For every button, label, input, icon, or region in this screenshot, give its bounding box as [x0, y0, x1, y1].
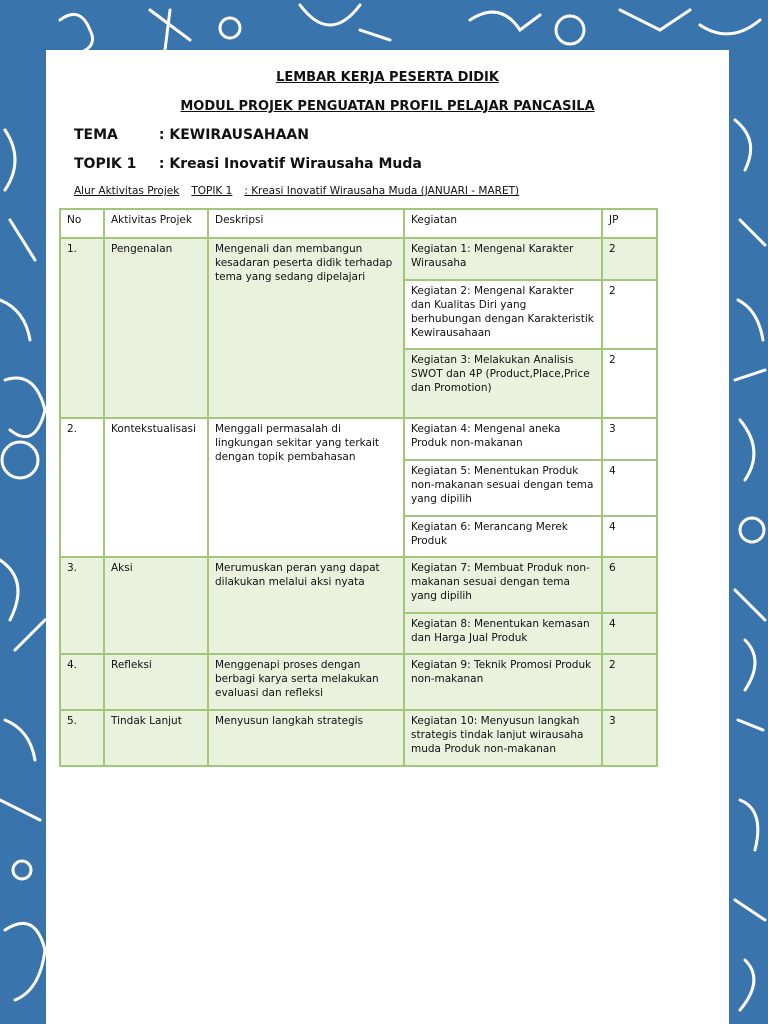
header-activity: Aktivitas Projek [104, 209, 208, 238]
topik-value: : Kreasi Inovatif Wirausaha Muda [158, 156, 422, 172]
activity-name: Aksi [104, 557, 208, 654]
row-number: 2. [60, 418, 104, 557]
tema-label: TEMA [74, 127, 118, 143]
jp-cell: 6 [602, 557, 657, 613]
table-header-row [60, 209, 657, 238]
flow-topic-value: : Kreasi Inovatif Wirausaha Muda (JANUARI - MARET) [244, 185, 520, 197]
table-row [60, 418, 657, 460]
table-row [60, 238, 657, 280]
kegiatan-cell: Kegiatan 5: Menentukan Produk non-makanan sesuai dengan tema yang dipilih [404, 460, 602, 516]
jp-cell: 4 [602, 460, 657, 516]
header-kegiatan: Kegiatan [404, 209, 602, 238]
row-number: 1. [60, 238, 104, 418]
jp-cell: 4 [602, 516, 657, 557]
jp-cell: 2 [602, 349, 657, 418]
activity-description: Merumuskan peran yang dapat dilakukan melalui aksi nyata [208, 557, 404, 654]
table-row [60, 557, 657, 613]
activity-name: Pengenalan [104, 238, 208, 418]
kegiatan-cell: Kegiatan 4: Mengenal aneka Produk non-makanan [404, 418, 602, 460]
row-number: 4. [60, 654, 104, 710]
jp-cell: 3 [602, 710, 657, 766]
kegiatan-cell: Kegiatan 1: Mengenal Karakter Wirausaha [404, 238, 602, 280]
activity-description: Menggenapi proses dengan berbagi karya serta melakukan evaluasi dan refleksi [208, 654, 404, 710]
tema-value: : KEWIRAUSAHAAN [158, 127, 309, 143]
row-number: 3. [60, 557, 104, 654]
activity-description: Menggali permasalah di lingkungan sekitar yang terkait dengan topik pembahasan [208, 418, 404, 557]
kegiatan-cell: Kegiatan 3: Melakukan Analisis SWOT dan 4P (Product,Place,Price dan Promotion) [404, 349, 602, 418]
header-jp: JP [602, 209, 657, 238]
activity-flow-line [74, 185, 714, 197]
jp-cell: 4 [602, 613, 657, 654]
kegiatan-cell: Kegiatan 7: Membuat Produk non-makanan sesuai dengan tema yang dipilih [404, 557, 602, 613]
jp-cell: 2 [602, 654, 657, 710]
activity-table [59, 208, 658, 767]
header-description: Deskripsi [208, 209, 404, 238]
topik-row [74, 156, 422, 172]
activity-name: Kontekstualisasi [104, 418, 208, 557]
activity-description: Menyusun langkah strategis [208, 710, 404, 766]
jp-cell: 3 [602, 418, 657, 460]
jp-cell: 2 [602, 238, 657, 280]
kegiatan-cell: Kegiatan 10: Menyusun langkah strategis tindak lanjut wirausaha muda Produk non-makanan [404, 710, 602, 766]
flow-topic-label: TOPIK 1 [191, 185, 233, 197]
worksheet-title: LEMBAR KERJA PESERTA DIDIK [276, 70, 499, 85]
activity-description: Mengenali dan membangun kesadaran peserta didik terhadap tema yang sedang dipelajari [208, 238, 404, 418]
flow-prefix: Alur Aktivitas Projek [74, 185, 180, 197]
activity-name: Refleksi [104, 654, 208, 710]
table-row [60, 710, 657, 766]
header-no: No [60, 209, 104, 238]
kegiatan-cell: Kegiatan 6: Merancang Merek Produk [404, 516, 602, 557]
module-title: MODUL PROJEK PENGUATAN PROFIL PELAJAR PANCASILA [180, 99, 595, 114]
tema-row [74, 127, 309, 143]
jp-cell: 2 [602, 280, 657, 349]
kegiatan-cell: Kegiatan 9: Teknik Promosi Produk non-makanan [404, 654, 602, 710]
kegiatan-cell: Kegiatan 8: Menentukan kemasan dan Harga Jual Produk [404, 613, 602, 654]
activity-name: Tindak Lanjut [104, 710, 208, 766]
worksheet-page [46, 50, 729, 1024]
topik-label: TOPIK 1 [74, 156, 137, 172]
table-row [60, 654, 657, 710]
kegiatan-cell: Kegiatan 2: Mengenal Karakter dan Kualitas Diri yang berhubungan dengan Karakteristik Kewirausahaan [404, 280, 602, 349]
row-number: 5. [60, 710, 104, 766]
